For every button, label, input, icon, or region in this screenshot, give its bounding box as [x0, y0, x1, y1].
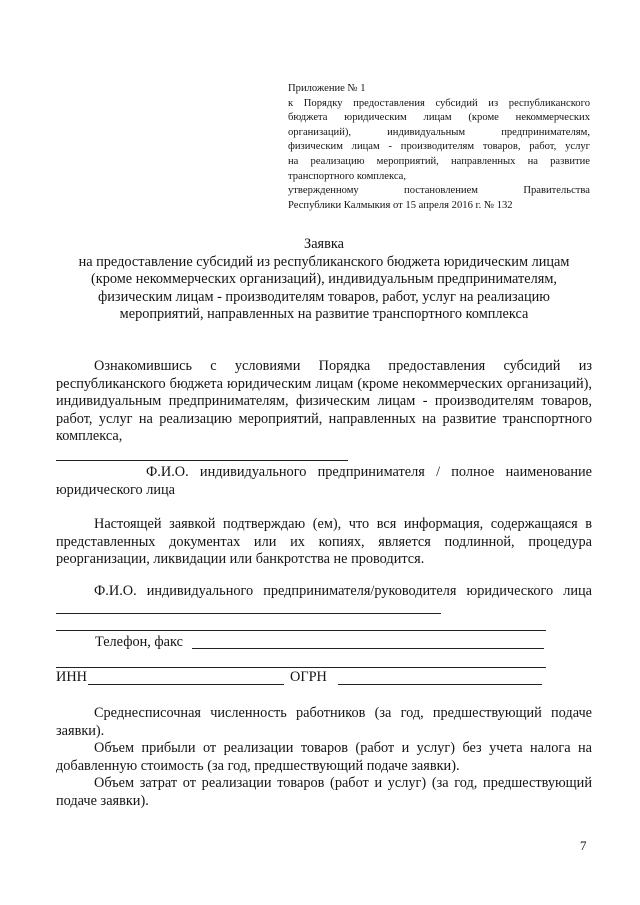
fio-head-field[interactable]: [56, 601, 441, 614]
intro-paragraph: Ознакомившись с условиями Порядка предоставления субсидий из республиканского бюджета юридическим лицам (кроме некоммерческих организаций), индивидуальным предпринимателям, физическим лицам - производителям товаров, работ, услуг на реализацию мероприятий, направленных на развитие транспортного комплекса,: [56, 358, 592, 445]
applicant-caption: [56, 464, 592, 499]
title-line: (кроме некоммерческих организаций), индивидуальным предпринимателям,: [91, 271, 557, 288]
stat-item: Среднесписочная численность работников (за год, предшествующий подаче заявки).: [56, 705, 592, 739]
stat-item: Объем прибыли от реализации товаров (работ и услуг) без учета налога на добавленную стоимость (за год, предшествующий подаче заявки).: [56, 740, 592, 774]
stat-item: Объем затрат от реализации товаров (работ и услуг) (за год, предшествующий подаче заявки).: [56, 775, 592, 809]
appendix-line: утвержденному постановлением Правительства: [288, 185, 590, 197]
appendix-title: Приложение № 1: [288, 83, 366, 94]
appendix-line: организаций), индивидуальным предпринимателям,: [288, 126, 590, 138]
fio-caption-line1: Ф.И.О. индивидуального предпринимателя / полное наименование: [146, 464, 592, 480]
fio-head-label: Ф.И.О. индивидуального предпринимателя/руководителя юридического лица: [94, 583, 592, 599]
appendix-block: [288, 82, 590, 213]
appendix-line: Республики Калмыкия от 15 апреля 2016 г. № 132: [288, 199, 513, 211]
inn-field[interactable]: [88, 684, 284, 685]
fio-caption-line2: юридического лица: [56, 481, 176, 498]
appendix-line: на реализацию мероприятий, направленных на развитие: [288, 155, 590, 167]
confirmation-paragraph: Настоящей заявкой подтверждаю (ем), что вся информация, содержащаяся в представленных документах или их копиях, является подлинной, процедура реорганизации, ликвидации или банкротства не проводится.: [56, 516, 592, 568]
stats-block: [56, 705, 592, 811]
title-line: мероприятий, направленных на развитие транспортного комплекса: [119, 306, 529, 323]
appendix-line: бюджета юридическим лицам (кроме некоммерческих: [288, 112, 590, 124]
title-line: физическим лицам - производителям товаров, работ, услуг на реализацию: [98, 288, 550, 305]
blank-line[interactable]: [56, 630, 546, 631]
phone-field[interactable]: [192, 648, 544, 649]
fio-head-block: [56, 583, 592, 619]
ogrn-field[interactable]: [338, 684, 542, 685]
ogrn-label: ОГРН: [290, 669, 327, 685]
applicant-name-line[interactable]: [56, 460, 348, 461]
blank-line[interactable]: [56, 667, 546, 668]
inn-label: ИНН: [56, 669, 87, 685]
page-number: 7: [580, 838, 587, 853]
document-title: [56, 236, 592, 324]
phone-label: Телефон, факс: [95, 634, 183, 650]
title-heading: Заявка: [304, 236, 344, 252]
appendix-line: к Порядку предоставления субсидий из республиканского: [288, 97, 590, 109]
title-line: на предоставление субсидий из республиканского бюджета юридическим лицам: [78, 253, 570, 270]
appendix-line: физическим лицам - производителям товаров, работ, услуг: [288, 141, 590, 153]
appendix-line: транспортного комплекса,: [288, 170, 407, 182]
